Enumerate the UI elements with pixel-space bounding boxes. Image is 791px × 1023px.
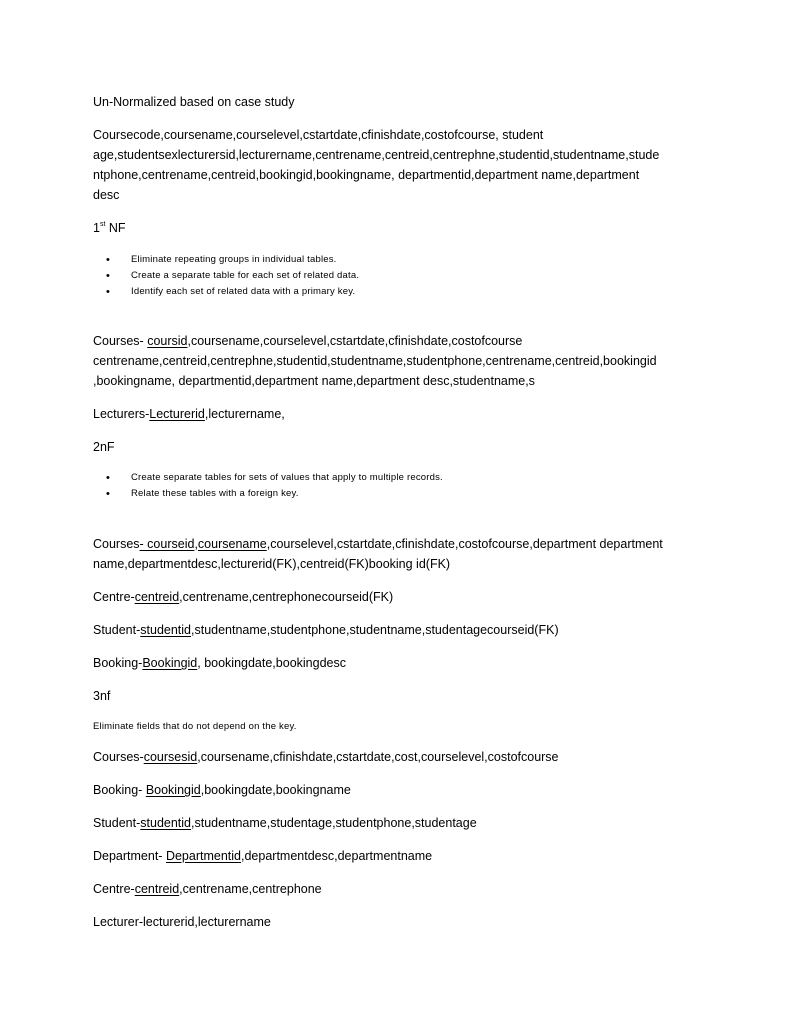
- primary-key: Lecturerid: [149, 407, 205, 421]
- nf1-lecturers: Lecturers-Lecturerid,lecturername,: [93, 407, 285, 421]
- primary-key: studentid: [140, 816, 191, 830]
- nf1-courses-line-2: centrename,centreid,centrephne,studentid,studentname,studentphone,centrename,centreid,bookingid: [93, 354, 657, 368]
- heading-3nf: 3nf: [93, 689, 111, 703]
- nf1-bullet-list: [93, 252, 359, 300]
- doc-title: Un-Normalized based on case study: [93, 95, 295, 109]
- primary-key: Departmentid: [165, 849, 241, 863]
- nf3-centre: Centre-centreid,centrename,centrephone: [93, 882, 322, 896]
- primary-key: studentid: [140, 623, 191, 637]
- unnormalized-line-4: desc: [93, 188, 120, 202]
- nf3-booking: Booking- Bookingid,bookingdate,bookingname: [93, 783, 351, 797]
- primary-key: Bookingid: [145, 783, 201, 797]
- nf3-courses: Courses-coursesid,coursename,cfinishdate,cstartdate,cost,courselevel,costofcourse: [93, 750, 559, 764]
- nf2-booking: Booking-Bookingid, bookingdate,bookingdesc: [93, 656, 346, 670]
- primary-key: coursid: [147, 334, 188, 348]
- primary-key: Bookingid: [142, 656, 198, 670]
- nf2-student: Student-studentid,studentname,studentphone,studentname,studentagecourseid(FK): [93, 623, 559, 637]
- nf2-courses-line-1: Courses- courseid,coursename,courselevel,cstartdate,cfinishdate,costofcourse,department department: [93, 537, 663, 551]
- list-item: • Relate these tables with a foreign key.: [93, 486, 443, 502]
- nf2-bullet-list: [93, 470, 443, 502]
- primary-key: - courseid: [139, 537, 195, 551]
- heading-1nf: 1st NF: [93, 221, 126, 235]
- primary-key: coursesid: [143, 750, 198, 764]
- unnormalized-line-3: ntphone,centrename,centreid,bookingid,bookingname, departmentid,department name,department: [93, 168, 640, 182]
- primary-key: centreid: [134, 590, 180, 604]
- nf3-lecturer: Lecturer-lecturerid,lecturername: [93, 915, 271, 929]
- unnormalized-line-2: age,studentsexlecturersid,lecturername,centrename,centreid,centrephne,studentid,studentname,stude: [93, 148, 660, 162]
- unnormalized-line-1: Coursecode,coursename,courselevel,cstartdate,cfinishdate,costofcourse, student: [93, 128, 544, 142]
- nf1-courses-line-3: ,bookingname, departmentid,department name,department desc,studentname,s: [93, 374, 535, 388]
- list-item: • Create separate tables for sets of values that apply to multiple records.: [93, 470, 443, 486]
- primary-key: coursename: [197, 537, 267, 551]
- nf1-courses-line-1: Courses- coursid,coursename,courselevel,cstartdate,cfinishdate,costofcourse: [93, 334, 523, 348]
- nf3-student: Student-studentid,studentname,studentage,studentphone,studentage: [93, 816, 477, 830]
- primary-key: centreid: [134, 882, 180, 896]
- nf3-note: Eliminate fields that do not depend on the key.: [93, 721, 297, 732]
- heading-2nf: 2nF: [93, 440, 115, 454]
- nf3-department: Department- Departmentid,departmentdesc,departmentname: [93, 849, 433, 863]
- list-item: • Create a separate table for each set of related data.: [93, 268, 359, 284]
- list-item: • Eliminate repeating groups in individual tables.: [93, 252, 359, 268]
- nf2-courses-line-2: name,departmentdesc,lecturerid(FK),centreid(FK)booking id(FK): [93, 557, 451, 571]
- list-item: • Identify each set of related data with a primary key.: [93, 284, 359, 300]
- nf2-centre: Centre-centreid,centrename,centrephonecourseid(FK): [93, 590, 394, 604]
